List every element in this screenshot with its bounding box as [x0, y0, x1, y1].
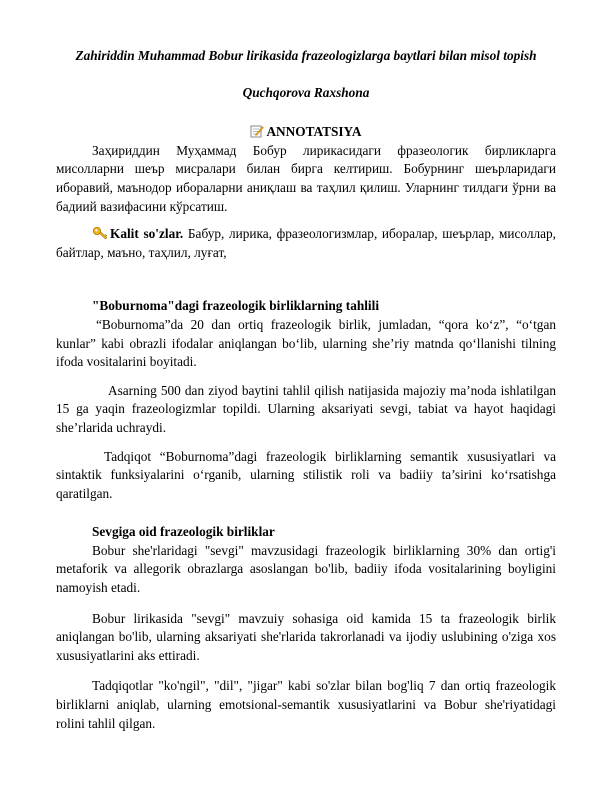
document-page [56, 47, 556, 733]
memo-icon [250, 124, 264, 138]
annotation-heading [56, 123, 556, 142]
section2-paragraph-1: Bobur she'rlaridagi "sevgi" mavzusidagi frazeologik birliklarning 30% dan ortig'i metaforik va allegorik obrazlarga asoslangan bo'lib, badiiy ifoda vositalarining boyligini namoyish etadi. [56, 542, 556, 596]
document-title: Zahiriddin Muhammad Bobur lirikasida frazeologizlarga baytlari bilan misol topish [75, 48, 537, 63]
section-heading-boburnoma: "Boburnoma"dagi frazeologik birliklarning tahlili [92, 298, 380, 314]
keywords-label: Kalit so'zlar. [110, 226, 184, 242]
section-heading-love: Sevgiga oid frazeologik birliklar [92, 524, 275, 540]
author-name: Quchqorova Raxshona [242, 84, 370, 100]
key-icon [92, 226, 108, 240]
annotation-heading-text: ANNOTATSIYA [266, 124, 362, 140]
keywords-paragraph [56, 225, 556, 262]
section2-paragraph-3: Tadqiqotlar "ko'ngil", "dil", "jigar" kabi so'zlar bilan bog'liq 7 dan ortiq frazeologik birliklarni aniqlab, ularning emotsional-semantik xususiyatlarini va Bobur she'riyatidagi rolini tahlil qilgan. [56, 678, 556, 731]
keywords-text: Бабур, лирика, фразеологизмлар, иборалар, шеърлар, мисоллар, байтлар, маъно, таҳлил, луғат, [56, 226, 556, 260]
section1-paragraph-3: Tadqiqot “Boburnoma”dagi frazeologik birliklarning semantik xususiyatlari va sintaktik funksiyalarini o‘rganib, ularning stilistik roli va badiiy ta’sirini ko‘rsatishga qaratilgan. [56, 448, 556, 501]
section1-paragraph-2: Asarning 500 dan ziyod baytini tahlil qilish natijasida majoziy ma’noda ishlatilgan 15 ga yaqin frazeologizmlar topildi. Ularning aksariyati sevgi, tabiat va hayot haqidagi she’rlarida uchraydi. [56, 382, 556, 435]
annotation-body: Заҳириддин Муҳаммад Бобур лирикасидаги фразеологик бирликларга мисолларни шеър мисралари билан бирга келтириш. Бобурнинг шеърларидаги иборавий, маънодор ибораларни аниқлаш ва таҳлил қилиш. Уларнинг тилдаги ўрни ва бадиий вазифасини кўрсатиш. [56, 142, 556, 214]
section2-paragraph-2: Bobur lirikasida "sevgi" mavzuiy sohasiga oid kamida 15 ta frazeologik birlik aniqlangan bo'lib, ularning aksariyati she'rlarida takrorlanadi va ijodiy uslubining o'ziga xos xususiyatlarini aks ettiradi. [56, 610, 556, 663]
section1-paragraph-1: “Boburnoma”da 20 dan ortiq frazeologik birlik, jumladan, “qora ko‘z”, “o‘tgan kunlar” kabi obrazli ifodalar aniqlangan bo‘lib, ularning she’riy matnda qo‘llanishi tilning ifoda vositalarini boyitadi. [56, 316, 556, 370]
